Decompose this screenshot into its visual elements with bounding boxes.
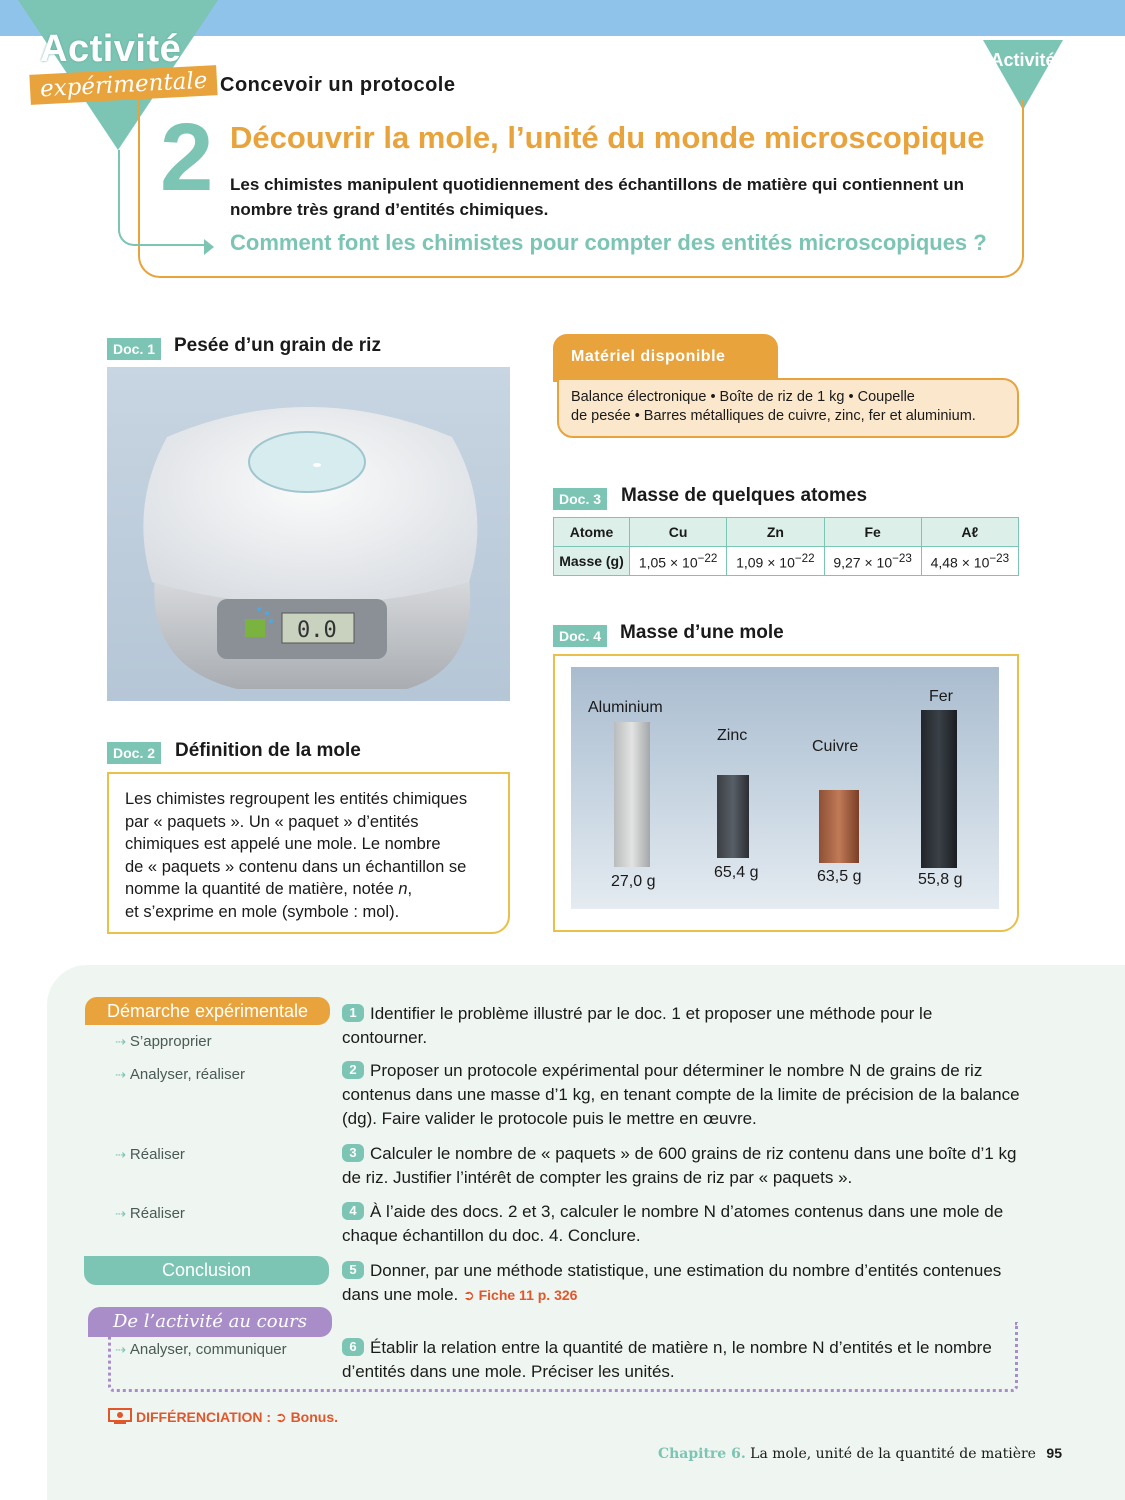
sample-name: Zinc xyxy=(717,727,748,744)
page-title: Découvrir la mole, l’unité du monde microscopique xyxy=(230,120,985,155)
sample-name: Aluminium xyxy=(588,699,663,716)
copper-bar xyxy=(819,790,859,863)
table-cell: $9,27 \times 10^{-23}$ xyxy=(824,547,921,576)
page-footer xyxy=(658,1445,1062,1462)
footer-chapter: Chapitre 6. xyxy=(657,1446,746,1462)
activity-badge-title: Activité xyxy=(40,28,182,70)
table-header-row xyxy=(554,518,1019,547)
intro-text: Les chimistes manipulent quotidiennement des échantillons de matière qui contiennent un nombre très grand d’entités chimiques. xyxy=(230,175,964,219)
sample-mass: 55,8 g xyxy=(918,871,963,888)
doc1-tag: Doc. 1 xyxy=(107,338,161,360)
sample-mass: 27,0 g xyxy=(611,873,656,890)
aluminium-bar xyxy=(614,722,650,867)
definition-box xyxy=(107,772,510,934)
definition-line: par « paquets ». Un « paquet » d’entités xyxy=(125,812,419,831)
arrow-right-icon xyxy=(204,239,214,255)
differenciation-link[interactable]: DIFFÉRENCIATION : ➲ Bonus. xyxy=(108,1408,338,1426)
scale-photo xyxy=(107,367,510,701)
question-2: 2 Proposer un protocole expérimental pour déterminer le nombre N de grains de riz contenus dans une masse d’1 kg, en tenant compte de la limite de précision de la balance (dg). Faire valider le protocole puis le mettre en œuvre. xyxy=(342,1061,1020,1128)
skill-label: ⇢ Analyser, communiquer xyxy=(115,1341,287,1358)
table-header: Cu xyxy=(630,518,727,547)
doc2-title: Définition de la mole xyxy=(175,740,361,761)
conclusion-label: Conclusion xyxy=(84,1256,329,1285)
question-1: 1 Identifier le problème illustré par le doc. 1 et proposer une méthode pour le contourner. xyxy=(342,1004,933,1047)
zinc-bar xyxy=(717,775,749,858)
skill-label: ⇢ Analyser, réaliser xyxy=(115,1066,245,1083)
definition-line: et s’exprime en mole (symbole : mol). xyxy=(125,902,400,921)
question-4: 4 À l’aide des docs. 2 et 3, calculer le nombre N d’atomes contenus dans une mole de chaque échantillon du doc. 4. Conclure. xyxy=(342,1202,1004,1245)
fiche-link[interactable]: ➲ Fiche 11 p. 326 xyxy=(462,1287,578,1303)
table-header: Zn xyxy=(727,518,824,547)
skill-label: ⇢ S’approprier xyxy=(115,1033,212,1050)
table-header: Fe xyxy=(824,518,921,547)
definition-line: de « paquets » contenu dans un échantillon se xyxy=(125,857,467,876)
kicker: Concevoir un protocole xyxy=(220,74,456,96)
definition-line: chimiques est appelé une mole. Le nombre xyxy=(125,835,441,853)
question-3: 3 Calculer le nombre de « paquets » de 600 grains de riz contenu dans une boîte d’1 kg de riz. Justifier l’intérêt de compter les grains de riz par « paquets ». xyxy=(342,1144,1017,1187)
atom-mass-table xyxy=(553,517,1019,576)
footer-title: La mole, unité de la quantité de matière xyxy=(750,1446,1036,1462)
table-cell: $1,09 \times 10^{-22}$ xyxy=(727,547,824,576)
sample-mass: 65,4 g xyxy=(714,864,759,881)
definition-line: nomme la quantité de matière, notée n, xyxy=(125,880,413,898)
materiel-line: de pesée • Barres métalliques de cuivre, zinc, fer et aluminium. xyxy=(571,408,976,424)
table-cell: $1,05 \times 10^{-22}$ xyxy=(630,547,727,576)
materiel-line: Balance électronique • Boîte de riz de 1 kg • Coupelle xyxy=(571,389,915,405)
doc4-title: Masse d’une mole xyxy=(620,622,784,643)
doc1-title: Pesée d’un grain de riz xyxy=(174,335,381,356)
table-cell: $4,48 \times 10^{-23}$ xyxy=(921,547,1018,576)
demarche-label: Démarche expérimentale xyxy=(85,997,330,1025)
activity-corner-label: Activité xyxy=(990,50,1056,70)
definition-line: Les chimistes regroupent les entités chimiques xyxy=(125,790,468,808)
materiel-box xyxy=(557,378,1019,438)
scale-illustration xyxy=(107,367,510,701)
activity-number: 2 xyxy=(160,104,214,211)
table-header: Aℓ xyxy=(921,518,1018,547)
sample-name: Cuivre xyxy=(812,738,859,755)
doc4-tag: Doc. 4 xyxy=(553,625,607,647)
scale-display: 0.0 xyxy=(297,618,337,643)
sample-name: Fer xyxy=(929,688,953,705)
doc2-tag: Doc. 2 xyxy=(107,742,161,764)
sample-mass: 63,5 g xyxy=(817,868,862,885)
iron-bar xyxy=(921,710,957,868)
page-number: 95 xyxy=(1046,1445,1062,1461)
problem-question: Comment font les chimistes pour compter des entités microscopiques ? xyxy=(230,230,987,255)
cours-label: De l’activité au cours xyxy=(88,1307,332,1337)
question-5: 5 Donner, par une méthode statistique, une estimation du nombre d’entités contenues dans une mole. ➲ Fiche 11 p. 326 xyxy=(342,1261,1002,1304)
materiel-title: Matériel disponible xyxy=(553,334,778,382)
skill-label: ⇢ Réaliser xyxy=(115,1146,185,1163)
skill-label: ⇢ Réaliser xyxy=(115,1205,185,1222)
activity-badge-subtitle: expérimentale xyxy=(29,65,218,105)
screen-icon xyxy=(108,1408,132,1424)
doc3-title: Masse de quelques atomes xyxy=(621,485,868,506)
question-6: 6 Établir la relation entre la quantité de matière n, le nombre N d’entités et le nombre d’entités dans une mole. Préciser les unités. xyxy=(342,1338,992,1381)
table-header: Atome xyxy=(554,518,630,547)
table-row xyxy=(554,547,1019,576)
doc3-tag: Doc. 3 xyxy=(553,488,607,510)
table-row-label: Masse (g) xyxy=(554,547,630,576)
